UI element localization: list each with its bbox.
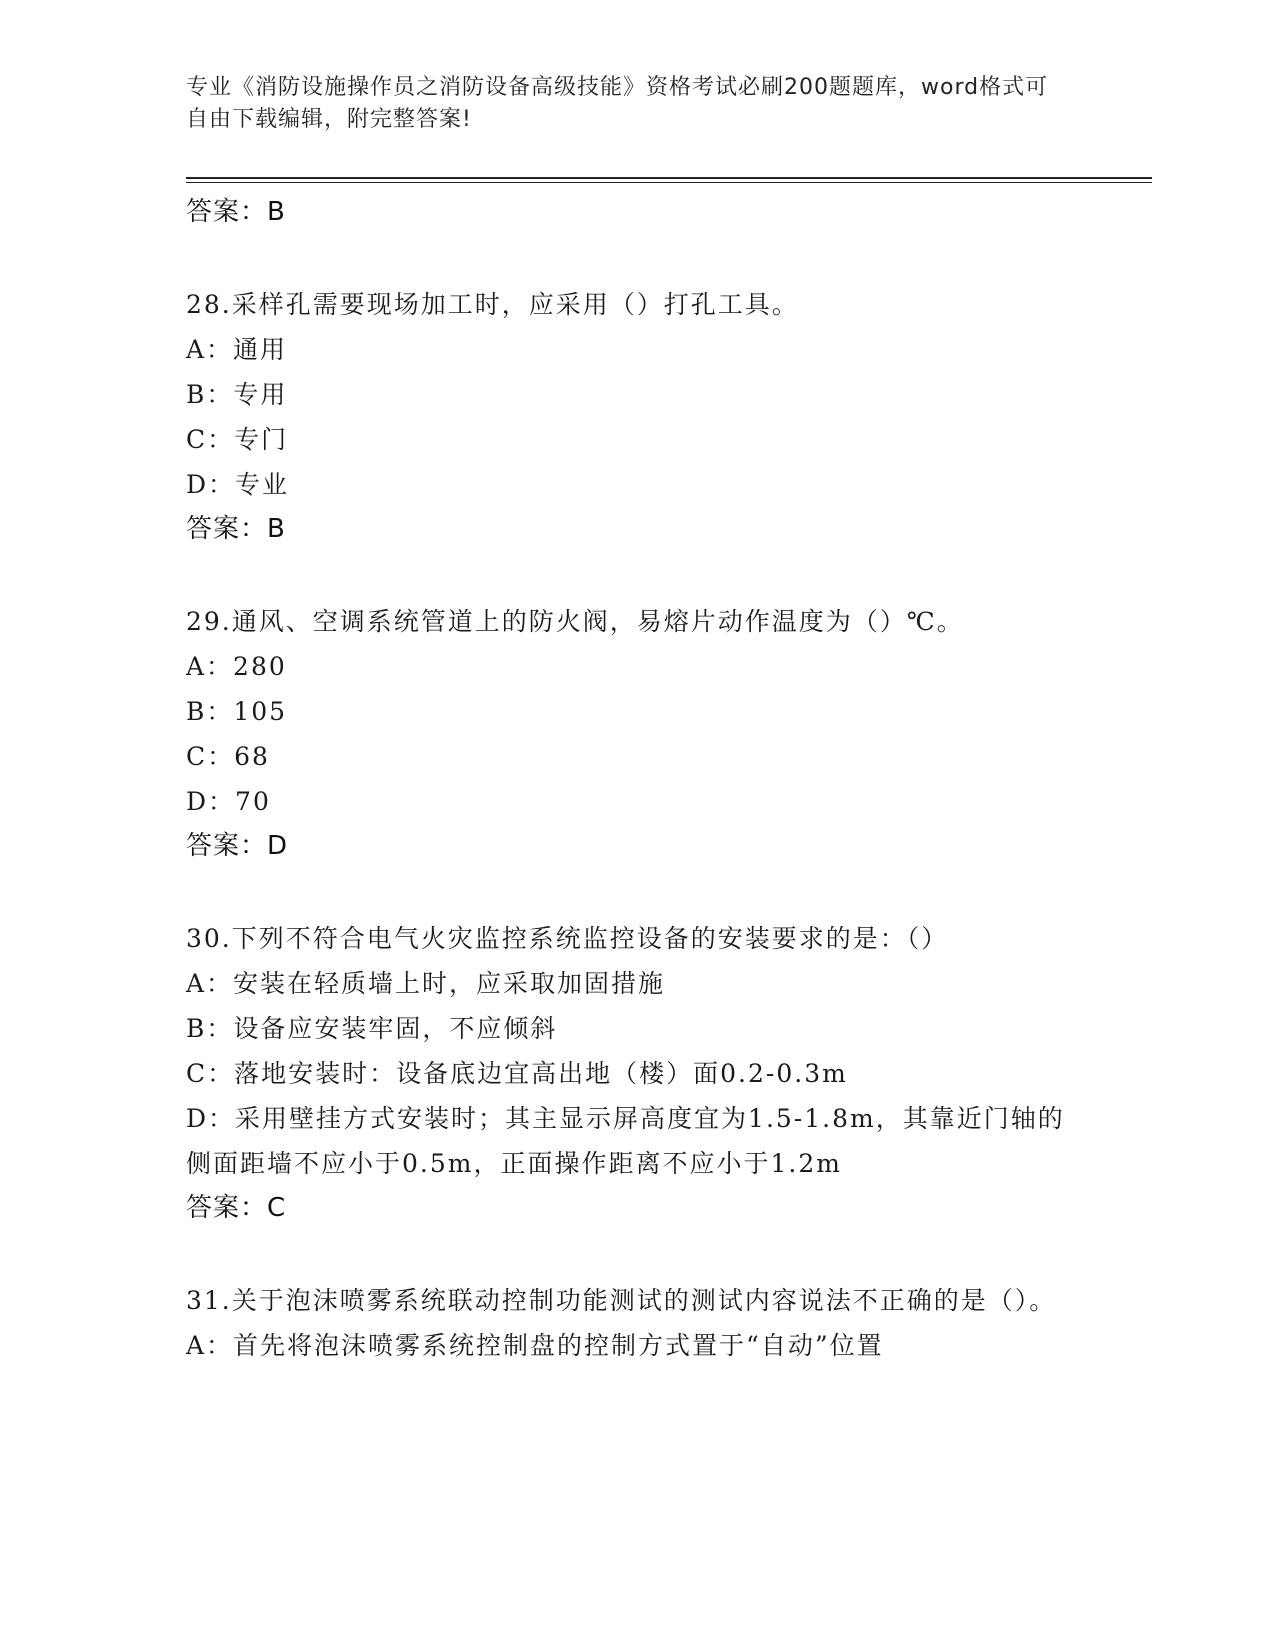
question-block [186,282,1086,552]
header-divider [186,177,1152,179]
option-b: B：设备应安装牢固，不应倾斜 [186,1014,558,1043]
option-d: D：70 [186,787,271,816]
question-block [186,599,1086,869]
option-a: A：安装在轻质墙上时，应采取加固措施 [186,969,666,998]
option-a: A：通用 [186,335,288,364]
question-list [186,190,1086,1368]
page-header: 专业《消防设施操作员之消防设备高级技能》资格考试必刷200题题库，word格式可自由下载编辑，附完整答案! [186,75,1049,132]
question-stem: 29.通风、空调系统管道上的防火阀，易熔片动作温度为（）℃。 [186,607,964,636]
option-c: C：68 [186,742,270,771]
question-stem: 31.关于泡沫喷雾系统联动控制功能测试的测试内容说法不正确的是（）。 [186,1286,1057,1315]
question-stem: 30.下列不符合电气火灾监控系统监控设备的安装要求的是：（） [186,924,949,953]
option-b: B：专用 [186,380,288,409]
option-a: A：280 [186,652,287,681]
option-b: B：105 [186,697,288,726]
question-stem: 28.采样孔需要现场加工时，应采用（）打孔工具。 [186,290,799,319]
question-block [186,916,1086,1231]
header-divider-thin [186,182,1152,183]
option-c: C：落地安装时：设备底边宜高出地（楼）面0.2-0.3m [186,1059,848,1088]
option-c: C：专门 [186,425,289,454]
answer-line: 答案：B [186,514,286,544]
question-block [186,1278,1086,1368]
option-d: D：专业 [186,470,290,499]
answer-line: 答案：B [186,197,286,227]
answer-line: 答案：D [186,831,289,861]
option-d: D：采用壁挂方式安装时；其主显示屏高度宜为1.5-1.8m，其靠近门轴的侧面距墙不应小于0.5m，正面操作距离不应小于1.2m [186,1104,1065,1178]
answer-line: 答案：C [186,1193,287,1223]
option-a: A：首先将泡沫喷雾系统控制盘的控制方式置于“自动”位置 [186,1331,884,1360]
